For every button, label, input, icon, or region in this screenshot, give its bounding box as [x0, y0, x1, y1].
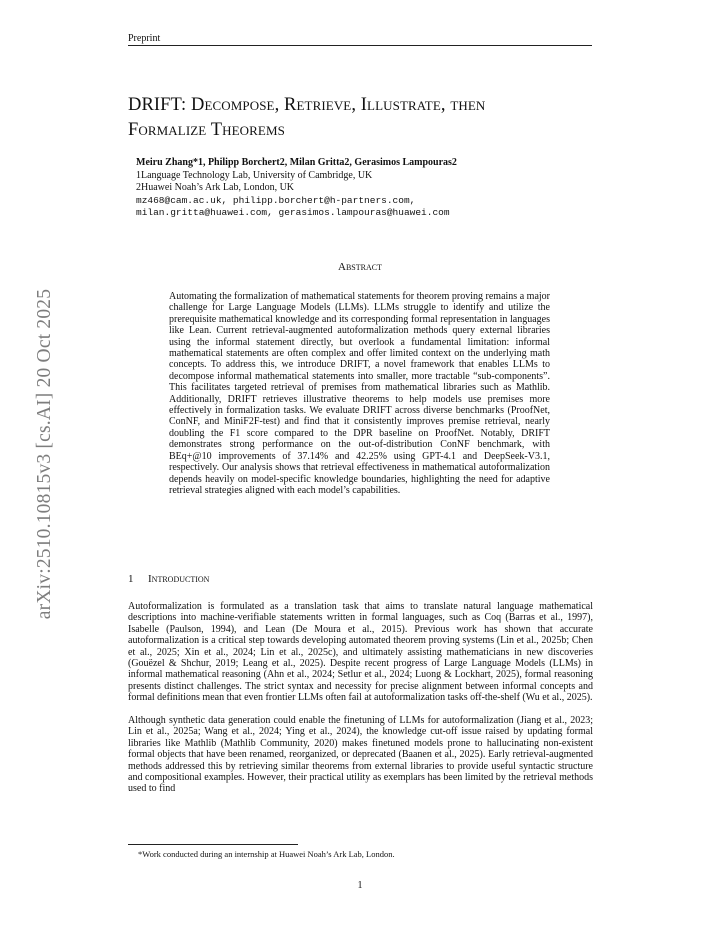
author-names: Meiru Zhang*1, Philipp Borchert2, Milan Gritta2, Gerasimos Lampouras2	[136, 157, 457, 168]
affiliation-2: 2Huawei Noah’s Ark Lab, London, UK	[136, 182, 295, 194]
arxiv-identifier-stamp	[35, 265, 55, 643]
paper-title	[128, 93, 608, 143]
arxiv-identifier-text: arXiv:2510.10815v3 [cs.AI] 20 Oct 2025	[34, 288, 55, 620]
affiliation-1: 1Language Technology Lab, University of Cambridge, UK	[136, 169, 373, 181]
abstract-heading: Abstract	[338, 261, 382, 273]
page-number: 1	[357, 880, 363, 891]
abstract-text: Automating the formalization of mathematical statements for theorem proving remains a major challenge for Large Language Models (LLMs). LLMs struggle to identify and utilize the prerequisite mathematical knowledge and its corresponding formal representation in languages like Lean. Current retrieval-augmented autoformalization methods query external libraries using the informal statement directly, but overlook a fundamental limitation: informal mathematical statements are often complex and offer limited context on the underlying math concepts. To address this, we introduce DRIFT, a novel framework that enables LLMs to decompose informal mathematical statements into smaller, more tractable “sub-components”. This facilitates targeted retrieval of premises from mathematical libraries such as Mathlib. Additionally, DRIFT retrieves illustrative theorems to help models use premises more effectively in formalization tasks. We evaluate DRIFT across diverse benchmarks (ProofNet, ConNF, and MiniF2F-test) and find that it consistently improves premise retrieval, nearly doubling the F1 score compared to the DPR baseline on ProofNet. Notably, DRIFT demonstrates strong performance on the out-of-distribution ConNF benchmark, with BEq+@10 improvements of 37.14% and 42.25% using GPT-4.1 and DeepSeek-V3.1, respectively. Our analysis shows that retrieval effectiveness in mathematical autoformalization depends heavily on model-specific knowledge boundaries, highlighting the need for adaptive retrieval strategies aligned with each model’s capabilities.	[169, 291, 550, 496]
running-header: Preprint	[128, 33, 161, 44]
header-rule	[128, 45, 592, 46]
intro-paragraph-1: Autoformalization is formulated as a translation task that aims to translate natural language mathematical descriptions into machine-verifiable statements written in formal languages, such as Coq (Barras et al., 1997), Isabelle (Paulson, 1994), and Lean (De Moura et al., 2015). Previous work has shown that accurate autoformalization is a critical step towards developing automated theorem proving systems (Lin et al., 2025b; Chen et al., 2025; Xin et al., 2024; Lin et al., 2025c), and ultimately assisting mathematicians in new discoveries (Gouëzel & Shchur, 2019; Leang et al., 2025). Despite recent progress of Large Language Models (LLMs) in informal mathematical reasoning (Ahn et al., 2024; Setlur et al., 2024; Luong & Lockhart, 2025), formal reasoning presents distinct challenges. The strict syntax and necessity for precise alignment between informal concepts and formal definitions mean that even frontier LLMs often fail at autoformalization tasks off-the-shelf (Wu et al., 2025).	[128, 601, 593, 704]
footnote-rule	[128, 844, 298, 845]
section-heading-introduction	[128, 573, 209, 585]
author-emails-line-1: mz468@cam.ac.uk, philipp.borchert@h-partners.com,	[136, 194, 416, 206]
intro-paragraph-2: Although synthetic data generation could enable the finetuning of LLMs for autoformalization (Jiang et al., 2023; Lin et al., 2025a; Wang et al., 2024; Ying et al., 2024), the knowledge cut-off issue raised by updating formal libraries like Mathlib (Mathlib Community, 2020) makes finetuned models prone to hallucinating non-existent formal objects that have been renamed, reorganized, or deprecated (Baanen et al., 2025). Early retrieval-augmented methods addressed this by retrieving similar theorems from external libraries to provide useful syntactic structure and compositional examples. However, their practical utility as exemplars has been limited by the retrieval methods used to find	[128, 715, 593, 795]
section-title: Introduction	[148, 573, 210, 585]
paper-title-line-2: Formalize Theorems	[128, 120, 285, 140]
footnote: *Work conducted during an internship at Huawei Noah’s Ark Lab, London.	[138, 849, 395, 859]
author-emails-line-2: milan.gritta@huawei.com, gerasimos.lampouras@huawei.com	[136, 207, 450, 219]
paper-title-line-1: DRIFT: Decompose, Retrieve, Illustrate, then	[128, 95, 486, 115]
section-number: 1	[128, 573, 134, 585]
author-block	[136, 157, 457, 220]
